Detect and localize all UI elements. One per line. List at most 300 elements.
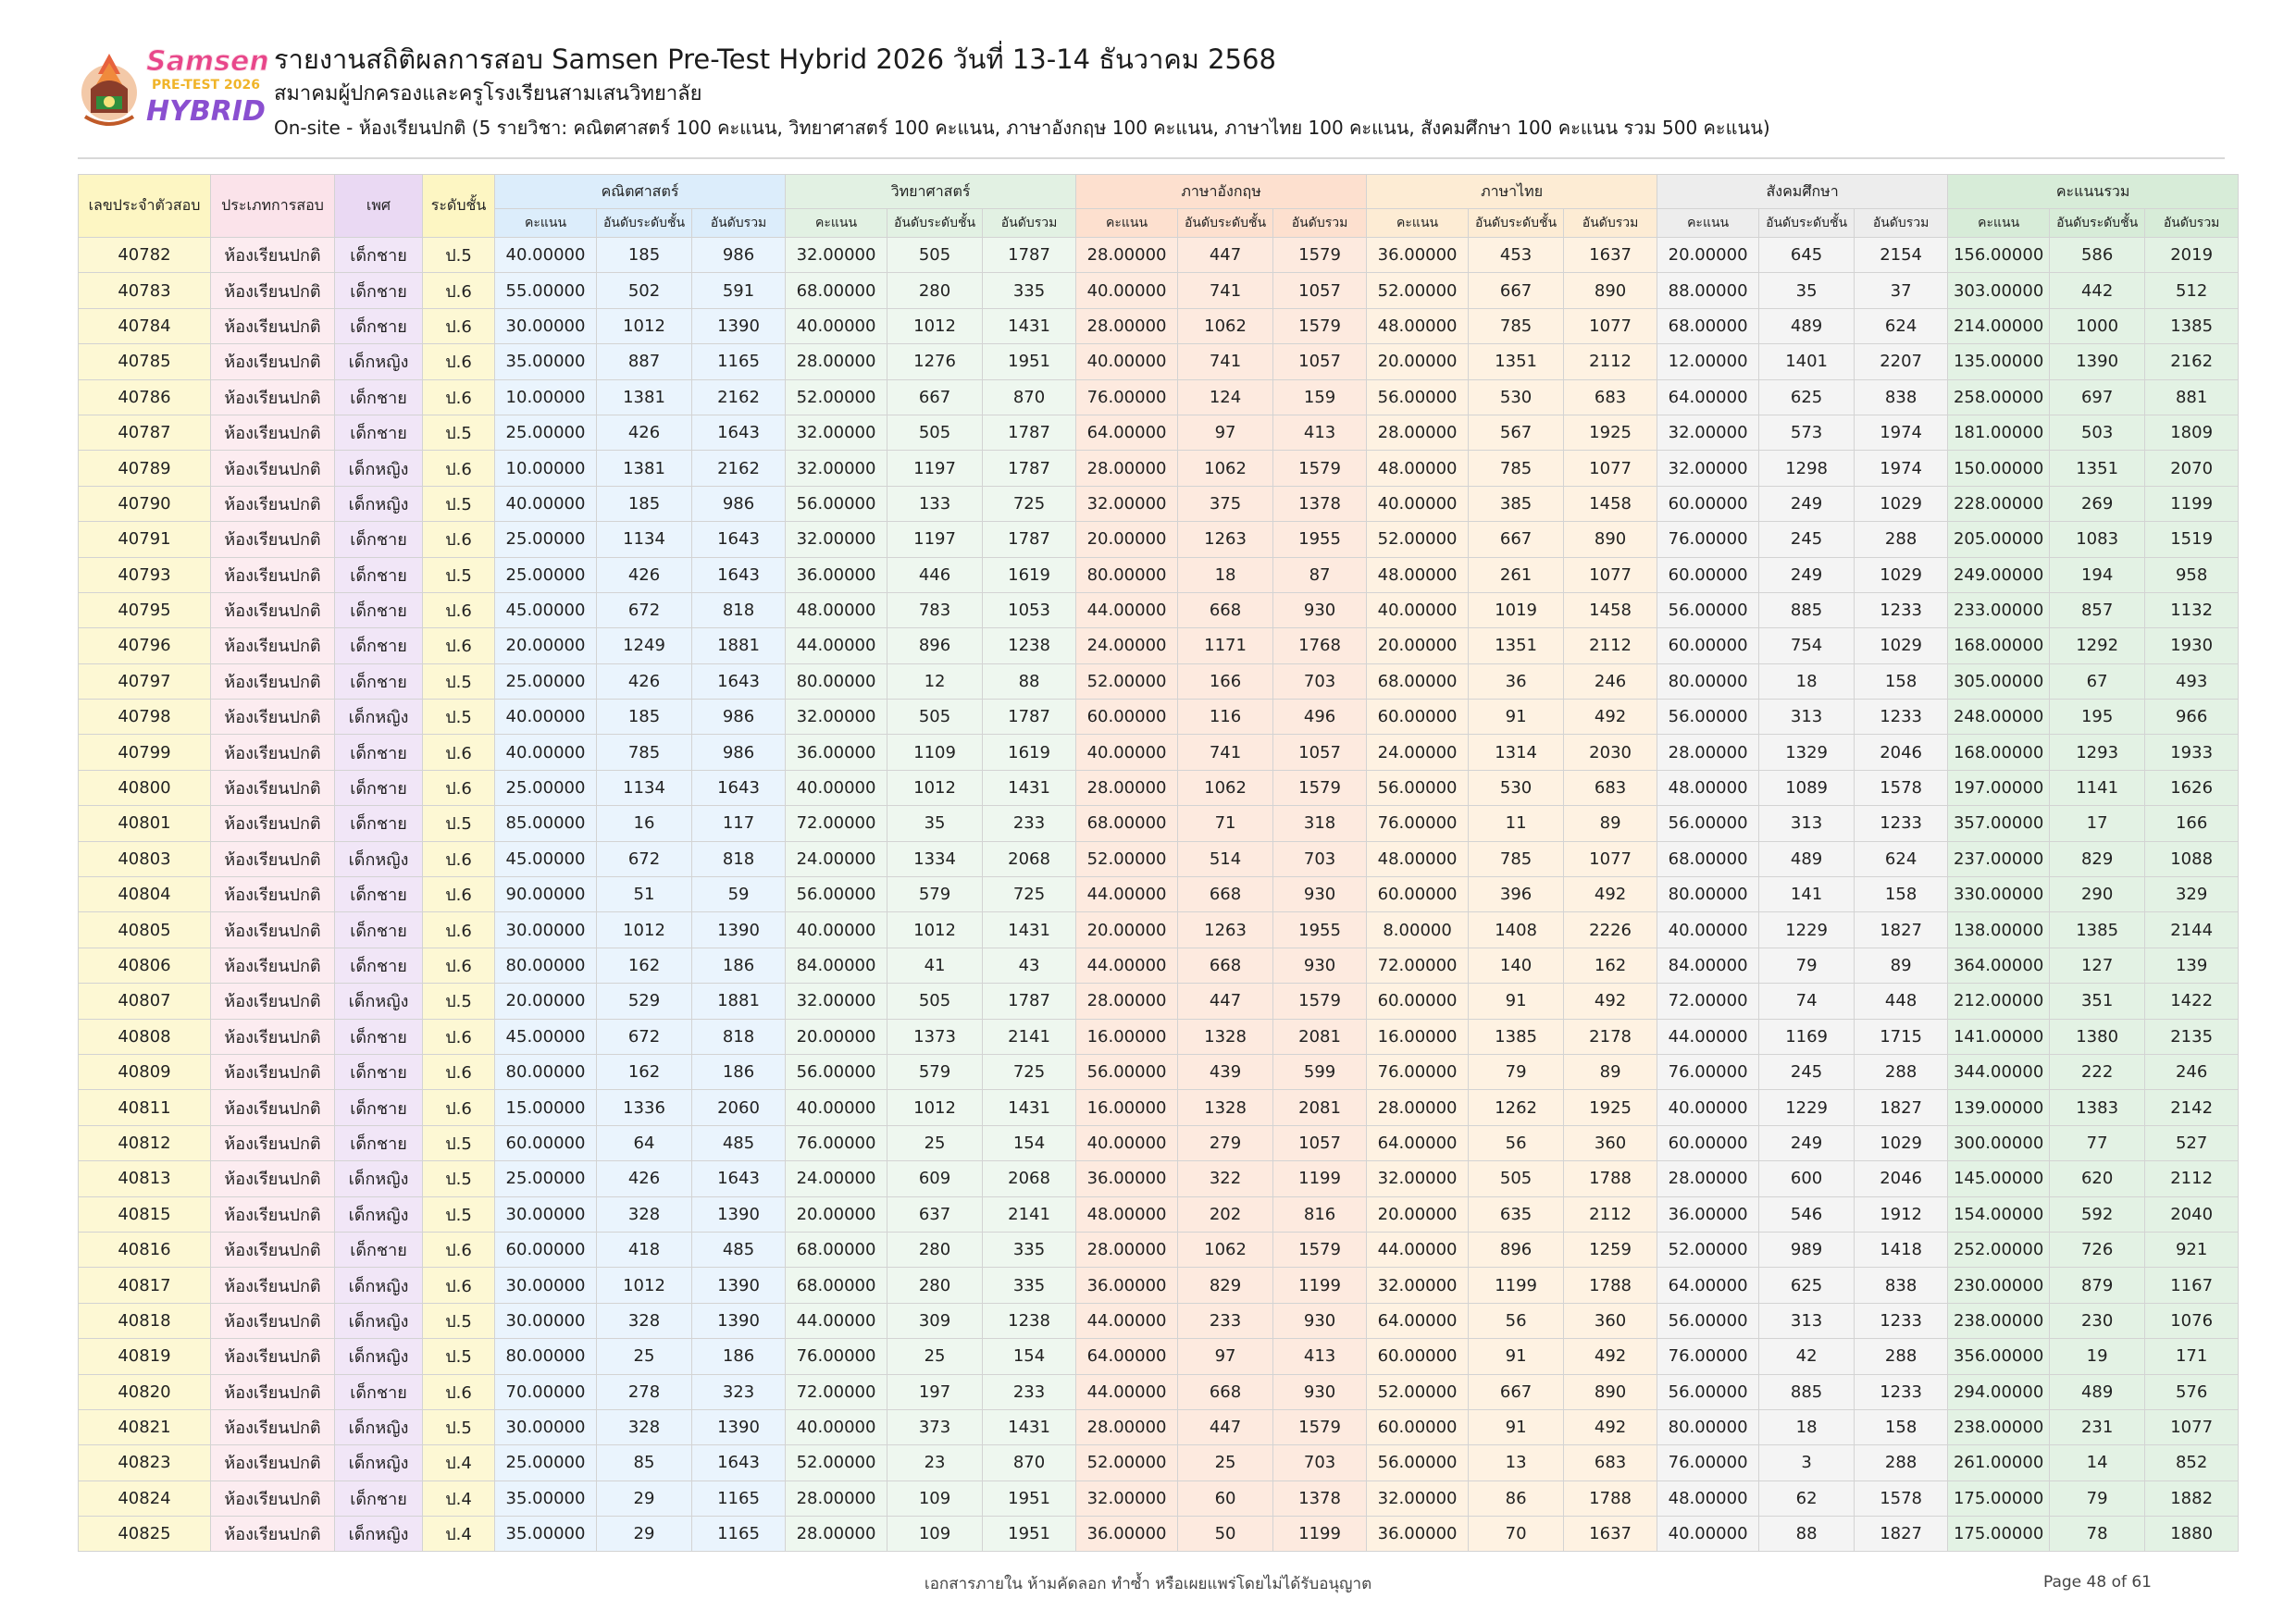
cell-math-score: 80.00000 bbox=[495, 1339, 597, 1374]
cell-english-score: 16.00000 bbox=[1076, 1019, 1178, 1054]
cell-english-score: 60.00000 bbox=[1076, 700, 1178, 735]
svg-text:HYBRID: HYBRID bbox=[146, 95, 266, 128]
cell-science-rank-all: 1431 bbox=[983, 912, 1076, 948]
cell-science-score: 76.00000 bbox=[786, 1125, 887, 1160]
cell-math-rank-all: 1643 bbox=[692, 770, 786, 805]
cell-math-rank-all: 485 bbox=[692, 1125, 786, 1160]
cell-sex: เด็กหญิง bbox=[335, 486, 423, 521]
cell-thai-score: 68.00000 bbox=[1367, 663, 1469, 699]
cell-math-score: 35.00000 bbox=[495, 1481, 597, 1516]
cell-science-rank-level: 41 bbox=[887, 948, 983, 983]
cell-total-rank-all: 958 bbox=[2145, 557, 2239, 592]
col-header-id: เลขประจำตัวสอบ bbox=[79, 175, 211, 238]
cell-science-rank-level: 25 bbox=[887, 1339, 983, 1374]
cell-science-rank-level: 505 bbox=[887, 415, 983, 450]
cell-total-rank-all: 852 bbox=[2145, 1445, 2239, 1481]
cell-math-rank-level: 1381 bbox=[597, 451, 692, 486]
cell-science-rank-all: 870 bbox=[983, 1445, 1076, 1481]
table-row bbox=[79, 415, 2239, 450]
cell-total-rank-level: 78 bbox=[2050, 1517, 2145, 1552]
cell-english-rank-level: 439 bbox=[1178, 1054, 1273, 1089]
table-row bbox=[79, 1268, 2239, 1303]
cell-social-rank-all: 448 bbox=[1855, 984, 1948, 1019]
cell-exam-id: 40812 bbox=[79, 1125, 211, 1160]
cell-total-rank-all: 512 bbox=[2145, 273, 2239, 308]
cell-english-rank-level: 1062 bbox=[1178, 770, 1273, 805]
samsen-hybrid-logo-icon bbox=[78, 35, 269, 144]
cell-level: ป.6 bbox=[423, 1090, 495, 1125]
cell-social-score: 80.00000 bbox=[1657, 1409, 1759, 1444]
cell-social-rank-all: 1233 bbox=[1855, 592, 1948, 627]
table-row bbox=[79, 1161, 2239, 1196]
cell-social-score: 76.00000 bbox=[1657, 522, 1759, 557]
cell-social-rank-level: 1298 bbox=[1759, 451, 1855, 486]
cell-science-rank-level: 667 bbox=[887, 379, 983, 415]
cell-thai-rank-all: 1259 bbox=[1564, 1232, 1657, 1267]
cell-science-score: 56.00000 bbox=[786, 1054, 887, 1089]
cell-math-rank-all: 117 bbox=[692, 806, 786, 841]
cell-thai-rank-all: 1077 bbox=[1564, 841, 1657, 876]
cell-english-score: 48.00000 bbox=[1076, 1196, 1178, 1232]
cell-social-rank-all: 1912 bbox=[1855, 1196, 1948, 1232]
cell-science-score: 24.00000 bbox=[786, 841, 887, 876]
subheader-english-score: คะแนน bbox=[1076, 209, 1178, 238]
cell-total-rank-all: 1076 bbox=[2145, 1303, 2239, 1338]
cell-math-rank-all: 485 bbox=[692, 1232, 786, 1267]
cell-science-rank-all: 1787 bbox=[983, 415, 1076, 450]
cell-total-score: 214.00000 bbox=[1948, 308, 2050, 343]
cell-science-rank-all: 154 bbox=[983, 1125, 1076, 1160]
cell-exam-type: ห้องเรียนปกติ bbox=[211, 1445, 335, 1481]
cell-total-score: 139.00000 bbox=[1948, 1090, 2050, 1125]
cell-exam-id: 40796 bbox=[79, 628, 211, 663]
cell-total-score: 252.00000 bbox=[1948, 1232, 2050, 1267]
cell-total-rank-all: 2070 bbox=[2145, 451, 2239, 486]
cell-science-rank-level: 1012 bbox=[887, 770, 983, 805]
cell-total-rank-level: 79 bbox=[2050, 1481, 2145, 1516]
cell-thai-rank-level: 91 bbox=[1469, 1339, 1564, 1374]
cell-total-rank-all: 921 bbox=[2145, 1232, 2239, 1267]
cell-total-score: 261.00000 bbox=[1948, 1445, 2050, 1481]
cell-english-score: 40.00000 bbox=[1076, 1125, 1178, 1160]
cell-level: ป.6 bbox=[423, 522, 495, 557]
cell-science-rank-level: 1334 bbox=[887, 841, 983, 876]
cell-math-score: 25.00000 bbox=[495, 770, 597, 805]
cell-english-score: 28.00000 bbox=[1076, 238, 1178, 273]
table-row bbox=[79, 522, 2239, 557]
cell-science-rank-level: 446 bbox=[887, 557, 983, 592]
cell-social-rank-all: 1418 bbox=[1855, 1232, 1948, 1267]
cell-social-rank-level: 573 bbox=[1759, 415, 1855, 450]
cell-math-rank-level: 426 bbox=[597, 415, 692, 450]
cell-sex: เด็กชาย bbox=[335, 1481, 423, 1516]
cell-total-rank-level: 17 bbox=[2050, 806, 2145, 841]
cell-math-score: 30.00000 bbox=[495, 1303, 597, 1338]
cell-thai-rank-all: 2112 bbox=[1564, 1196, 1657, 1232]
cell-thai-rank-level: 1351 bbox=[1469, 628, 1564, 663]
cell-english-rank-all: 1378 bbox=[1273, 1481, 1367, 1516]
cell-social-score: 56.00000 bbox=[1657, 592, 1759, 627]
cell-math-rank-all: 1643 bbox=[692, 663, 786, 699]
cell-science-rank-level: 579 bbox=[887, 1054, 983, 1089]
cell-social-score: 44.00000 bbox=[1657, 1019, 1759, 1054]
cell-social-score: 76.00000 bbox=[1657, 1339, 1759, 1374]
cell-thai-rank-level: 91 bbox=[1469, 700, 1564, 735]
cell-social-rank-all: 2154 bbox=[1855, 238, 1948, 273]
table-row bbox=[79, 948, 2239, 983]
cell-math-score: 80.00000 bbox=[495, 948, 597, 983]
cell-total-rank-all: 166 bbox=[2145, 806, 2239, 841]
cell-sex: เด็กหญิง bbox=[335, 1196, 423, 1232]
report-description: On-site - ห้องเรียนปกติ (5 รายวิชา: คณิตศาสตร์ 100 คะแนน, วิทยาศาสตร์ 100 คะแนน, ภาษาอังกฤษ 100 คะแนน, ภาษาไทย 100 คะแนน, สังคมศึกษา 100 คะแนน รวม 500 คะแนน) bbox=[274, 117, 1770, 139]
cell-social-rank-level: 18 bbox=[1759, 663, 1855, 699]
cell-math-score: 25.00000 bbox=[495, 663, 597, 699]
cell-math-rank-all: 186 bbox=[692, 1054, 786, 1089]
cell-math-rank-all: 1643 bbox=[692, 1445, 786, 1481]
cell-thai-rank-level: 530 bbox=[1469, 379, 1564, 415]
table-row bbox=[79, 877, 2239, 912]
table-row bbox=[79, 238, 2239, 273]
cell-total-score: 230.00000 bbox=[1948, 1268, 2050, 1303]
cell-level: ป.6 bbox=[423, 912, 495, 948]
table-row bbox=[79, 1303, 2239, 1338]
cell-science-rank-level: 12 bbox=[887, 663, 983, 699]
cell-english-rank-level: 97 bbox=[1178, 415, 1273, 450]
cell-total-score: 197.00000 bbox=[1948, 770, 2050, 805]
cell-social-rank-level: 885 bbox=[1759, 1374, 1855, 1409]
cell-thai-score: 64.00000 bbox=[1367, 1303, 1469, 1338]
cell-social-score: 36.00000 bbox=[1657, 1196, 1759, 1232]
cell-math-rank-level: 328 bbox=[597, 1409, 692, 1444]
cell-math-score: 30.00000 bbox=[495, 912, 597, 948]
cell-math-score: 10.00000 bbox=[495, 451, 597, 486]
cell-social-score: 60.00000 bbox=[1657, 1125, 1759, 1160]
cell-english-rank-all: 1955 bbox=[1273, 522, 1367, 557]
cell-total-score: 156.00000 bbox=[1948, 238, 2050, 273]
cell-english-score: 40.00000 bbox=[1076, 344, 1178, 379]
table-row bbox=[79, 1090, 2239, 1125]
col-header-english: ภาษาอังกฤษ bbox=[1076, 175, 1367, 209]
cell-science-rank-level: 1012 bbox=[887, 308, 983, 343]
cell-science-score: 76.00000 bbox=[786, 1339, 887, 1374]
cell-total-rank-level: 1141 bbox=[2050, 770, 2145, 805]
cell-science-rank-level: 280 bbox=[887, 1232, 983, 1267]
cell-social-rank-level: 141 bbox=[1759, 877, 1855, 912]
cell-level: ป.6 bbox=[423, 344, 495, 379]
cell-thai-rank-all: 1788 bbox=[1564, 1481, 1657, 1516]
cell-total-rank-level: 489 bbox=[2050, 1374, 2145, 1409]
subheader-total-score: คะแนน bbox=[1948, 209, 2050, 238]
cell-level: ป.4 bbox=[423, 1481, 495, 1516]
cell-sex: เด็กหญิง bbox=[335, 700, 423, 735]
cell-english-rank-level: 60 bbox=[1178, 1481, 1273, 1516]
cell-math-rank-all: 1165 bbox=[692, 344, 786, 379]
cell-total-rank-level: 77 bbox=[2050, 1125, 2145, 1160]
cell-thai-rank-level: 385 bbox=[1469, 486, 1564, 521]
report-title: รายงานสถิติผลการสอบ Samsen Pre-Test Hybrid 2026 วันที่ 13-14 ธันวาคม 2568 bbox=[274, 43, 1276, 75]
cell-math-rank-all: 1165 bbox=[692, 1481, 786, 1516]
cell-exam-type: ห้องเรียนปกติ bbox=[211, 841, 335, 876]
cell-sex: เด็กชาย bbox=[335, 877, 423, 912]
cell-level: ป.6 bbox=[423, 877, 495, 912]
cell-social-rank-all: 1029 bbox=[1855, 486, 1948, 521]
cell-english-rank-level: 1263 bbox=[1178, 522, 1273, 557]
cell-english-rank-level: 124 bbox=[1178, 379, 1273, 415]
cell-english-rank-level: 322 bbox=[1178, 1161, 1273, 1196]
cell-thai-rank-all: 1077 bbox=[1564, 451, 1657, 486]
cell-english-score: 80.00000 bbox=[1076, 557, 1178, 592]
cell-science-rank-level: 109 bbox=[887, 1517, 983, 1552]
cell-exam-type: ห้องเรียนปกติ bbox=[211, 379, 335, 415]
cell-science-rank-all: 1787 bbox=[983, 984, 1076, 1019]
cell-total-score: 356.00000 bbox=[1948, 1339, 2050, 1374]
cell-exam-id: 40782 bbox=[79, 238, 211, 273]
cell-social-rank-all: 158 bbox=[1855, 1409, 1948, 1444]
cell-exam-type: ห้องเรียนปกติ bbox=[211, 700, 335, 735]
cell-thai-rank-level: 36 bbox=[1469, 663, 1564, 699]
cell-exam-type: ห้องเรียนปกติ bbox=[211, 522, 335, 557]
cell-english-rank-all: 413 bbox=[1273, 1339, 1367, 1374]
cell-math-rank-level: 418 bbox=[597, 1232, 692, 1267]
cell-science-rank-level: 505 bbox=[887, 700, 983, 735]
cell-social-rank-level: 489 bbox=[1759, 308, 1855, 343]
cell-english-score: 44.00000 bbox=[1076, 877, 1178, 912]
cell-thai-score: 48.00000 bbox=[1367, 451, 1469, 486]
table-row bbox=[79, 486, 2239, 521]
cell-social-rank-level: 1229 bbox=[1759, 1090, 1855, 1125]
cell-thai-score: 52.00000 bbox=[1367, 1374, 1469, 1409]
cell-social-rank-all: 624 bbox=[1855, 308, 1948, 343]
cell-total-rank-all: 493 bbox=[2145, 663, 2239, 699]
cell-social-score: 60.00000 bbox=[1657, 486, 1759, 521]
cell-social-score: 88.00000 bbox=[1657, 273, 1759, 308]
cell-social-rank-all: 624 bbox=[1855, 841, 1948, 876]
cell-thai-rank-all: 683 bbox=[1564, 1445, 1657, 1481]
footer-note: เอกสารภายใน ห้ามคัดลอก ทำซ้ำ หรือเผยแพร่โดยไม่ได้รับอนุญาต bbox=[924, 1575, 1372, 1593]
cell-math-score: 10.00000 bbox=[495, 379, 597, 415]
cell-science-rank-all: 335 bbox=[983, 273, 1076, 308]
cell-science-score: 68.00000 bbox=[786, 273, 887, 308]
table-row bbox=[79, 1196, 2239, 1232]
cell-thai-rank-level: 56 bbox=[1469, 1125, 1564, 1160]
cell-science-score: 36.00000 bbox=[786, 735, 887, 770]
cell-science-score: 40.00000 bbox=[786, 308, 887, 343]
cell-exam-type: ห้องเรียนปกติ bbox=[211, 344, 335, 379]
cell-science-rank-level: 579 bbox=[887, 877, 983, 912]
subheader-english-rank-level: อันดับระดับชั้น bbox=[1178, 209, 1273, 238]
cell-thai-score: 56.00000 bbox=[1367, 1445, 1469, 1481]
cell-english-rank-all: 2081 bbox=[1273, 1019, 1367, 1054]
cell-total-score: 357.00000 bbox=[1948, 806, 2050, 841]
cell-english-score: 40.00000 bbox=[1076, 273, 1178, 308]
cell-english-score: 52.00000 bbox=[1076, 841, 1178, 876]
cell-english-rank-level: 447 bbox=[1178, 984, 1273, 1019]
cell-english-rank-all: 1768 bbox=[1273, 628, 1367, 663]
col-header-sex: เพศ bbox=[335, 175, 423, 238]
cell-english-rank-all: 1057 bbox=[1273, 735, 1367, 770]
table-row bbox=[79, 592, 2239, 627]
cell-thai-rank-all: 1788 bbox=[1564, 1268, 1657, 1303]
cell-math-rank-all: 2060 bbox=[692, 1090, 786, 1125]
cell-sex: เด็กชาย bbox=[335, 1090, 423, 1125]
cell-thai-rank-level: 453 bbox=[1469, 238, 1564, 273]
cell-level: ป.6 bbox=[423, 1019, 495, 1054]
cell-math-rank-all: 1643 bbox=[692, 1161, 786, 1196]
cell-english-rank-level: 71 bbox=[1178, 806, 1273, 841]
cell-thai-rank-level: 785 bbox=[1469, 841, 1564, 876]
cell-english-rank-all: 930 bbox=[1273, 877, 1367, 912]
cell-english-rank-all: 159 bbox=[1273, 379, 1367, 415]
cell-thai-rank-level: 396 bbox=[1469, 877, 1564, 912]
cell-total-score: 141.00000 bbox=[1948, 1019, 2050, 1054]
cell-english-rank-all: 703 bbox=[1273, 841, 1367, 876]
subheader-total-rank-level: อันดับระดับชั้น bbox=[2050, 209, 2145, 238]
cell-sex: เด็กหญิง bbox=[335, 1409, 423, 1444]
cell-thai-score: 60.00000 bbox=[1367, 1339, 1469, 1374]
subheader-social-score: คะแนน bbox=[1657, 209, 1759, 238]
table-row bbox=[79, 984, 2239, 1019]
cell-science-score: 72.00000 bbox=[786, 806, 887, 841]
cell-thai-rank-level: 505 bbox=[1469, 1161, 1564, 1196]
cell-math-rank-level: 426 bbox=[597, 663, 692, 699]
cell-exam-id: 40818 bbox=[79, 1303, 211, 1338]
cell-math-score: 25.00000 bbox=[495, 557, 597, 592]
cell-english-rank-level: 1062 bbox=[1178, 1232, 1273, 1267]
subheader-science-rank-level: อันดับระดับชั้น bbox=[887, 209, 983, 238]
cell-total-score: 344.00000 bbox=[1948, 1054, 2050, 1089]
cell-total-rank-all: 1933 bbox=[2145, 735, 2239, 770]
cell-math-score: 20.00000 bbox=[495, 984, 597, 1019]
cell-thai-score: 76.00000 bbox=[1367, 806, 1469, 841]
cell-thai-rank-level: 667 bbox=[1469, 273, 1564, 308]
cell-sex: เด็กหญิง bbox=[335, 1161, 423, 1196]
cell-science-rank-level: 35 bbox=[887, 806, 983, 841]
cell-exam-type: ห้องเรียนปกติ bbox=[211, 735, 335, 770]
cell-exam-id: 40811 bbox=[79, 1090, 211, 1125]
cell-social-rank-level: 249 bbox=[1759, 486, 1855, 521]
cell-sex: เด็กชาย bbox=[335, 1054, 423, 1089]
cell-social-rank-all: 158 bbox=[1855, 663, 1948, 699]
cell-total-rank-all: 527 bbox=[2145, 1125, 2239, 1160]
cell-thai-rank-all: 360 bbox=[1564, 1303, 1657, 1338]
cell-thai-rank-all: 1077 bbox=[1564, 308, 1657, 343]
cell-science-rank-all: 870 bbox=[983, 379, 1076, 415]
cell-thai-rank-all: 683 bbox=[1564, 379, 1657, 415]
cell-thai-rank-level: 1199 bbox=[1469, 1268, 1564, 1303]
cell-math-score: 25.00000 bbox=[495, 1161, 597, 1196]
cell-level: ป.5 bbox=[423, 1303, 495, 1338]
cell-exam-type: ห้องเรียนปกติ bbox=[211, 1409, 335, 1444]
cell-english-rank-all: 930 bbox=[1273, 592, 1367, 627]
cell-social-rank-level: 1169 bbox=[1759, 1019, 1855, 1054]
cell-social-score: 60.00000 bbox=[1657, 628, 1759, 663]
cell-math-rank-level: 672 bbox=[597, 841, 692, 876]
table-row bbox=[79, 1374, 2239, 1409]
cell-science-rank-level: 25 bbox=[887, 1125, 983, 1160]
cell-science-rank-level: 783 bbox=[887, 592, 983, 627]
cell-math-rank-all: 1390 bbox=[692, 912, 786, 948]
cell-total-score: 181.00000 bbox=[1948, 415, 2050, 450]
cell-sex: เด็กหญิง bbox=[335, 344, 423, 379]
cell-science-rank-level: 1012 bbox=[887, 912, 983, 948]
cell-science-score: 44.00000 bbox=[786, 628, 887, 663]
cell-thai-rank-all: 1637 bbox=[1564, 238, 1657, 273]
cell-total-rank-all: 1088 bbox=[2145, 841, 2239, 876]
cell-science-rank-all: 1238 bbox=[983, 628, 1076, 663]
cell-science-rank-all: 1787 bbox=[983, 522, 1076, 557]
cell-total-rank-all: 1199 bbox=[2145, 486, 2239, 521]
cell-exam-type: ห้องเรียนปกติ bbox=[211, 1517, 335, 1552]
cell-total-score: 168.00000 bbox=[1948, 735, 2050, 770]
cell-math-score: 40.00000 bbox=[495, 486, 597, 521]
cell-thai-score: 48.00000 bbox=[1367, 841, 1469, 876]
cell-math-rank-all: 986 bbox=[692, 486, 786, 521]
cell-english-rank-all: 816 bbox=[1273, 1196, 1367, 1232]
cell-math-rank-all: 1165 bbox=[692, 1517, 786, 1552]
cell-science-rank-level: 1197 bbox=[887, 522, 983, 557]
cell-social-rank-level: 249 bbox=[1759, 1125, 1855, 1160]
cell-thai-score: 76.00000 bbox=[1367, 1054, 1469, 1089]
cell-english-score: 52.00000 bbox=[1076, 1445, 1178, 1481]
cell-total-rank-level: 442 bbox=[2050, 273, 2145, 308]
cell-sex: เด็กชาย bbox=[335, 592, 423, 627]
cell-thai-rank-all: 89 bbox=[1564, 1054, 1657, 1089]
cell-math-score: 90.00000 bbox=[495, 877, 597, 912]
cell-social-score: 84.00000 bbox=[1657, 948, 1759, 983]
cell-science-rank-level: 373 bbox=[887, 1409, 983, 1444]
cell-exam-id: 40783 bbox=[79, 273, 211, 308]
cell-math-rank-level: 185 bbox=[597, 700, 692, 735]
subheader-math-score: คะแนน bbox=[495, 209, 597, 238]
cell-total-rank-level: 697 bbox=[2050, 379, 2145, 415]
cell-science-rank-all: 233 bbox=[983, 1374, 1076, 1409]
cell-sex: เด็กชาย bbox=[335, 557, 423, 592]
cell-total-rank-level: 586 bbox=[2050, 238, 2145, 273]
cell-total-rank-all: 1077 bbox=[2145, 1409, 2239, 1444]
subheader-social-rank-all: อันดับรวม bbox=[1855, 209, 1948, 238]
cell-social-rank-all: 288 bbox=[1855, 522, 1948, 557]
cell-social-rank-all: 2046 bbox=[1855, 735, 1948, 770]
cell-social-rank-all: 1029 bbox=[1855, 1125, 1948, 1160]
cell-sex: เด็กชาย bbox=[335, 1374, 423, 1409]
cell-math-score: 70.00000 bbox=[495, 1374, 597, 1409]
cell-math-rank-all: 1643 bbox=[692, 557, 786, 592]
cell-social-score: 80.00000 bbox=[1657, 877, 1759, 912]
header-divider bbox=[78, 157, 2225, 159]
cell-level: ป.6 bbox=[423, 1054, 495, 1089]
cell-english-rank-level: 668 bbox=[1178, 1374, 1273, 1409]
cell-thai-rank-level: 86 bbox=[1469, 1481, 1564, 1516]
cell-social-rank-level: 754 bbox=[1759, 628, 1855, 663]
cell-social-rank-all: 288 bbox=[1855, 1339, 1948, 1374]
cell-total-rank-all: 1519 bbox=[2145, 522, 2239, 557]
cell-thai-score: 64.00000 bbox=[1367, 1125, 1469, 1160]
cell-thai-score: 60.00000 bbox=[1367, 984, 1469, 1019]
cell-total-rank-all: 1882 bbox=[2145, 1481, 2239, 1516]
cell-science-rank-level: 1012 bbox=[887, 1090, 983, 1125]
cell-english-score: 20.00000 bbox=[1076, 522, 1178, 557]
cell-thai-score: 52.00000 bbox=[1367, 273, 1469, 308]
cell-social-rank-all: 288 bbox=[1855, 1445, 1948, 1481]
cell-thai-rank-all: 1077 bbox=[1564, 557, 1657, 592]
cell-exam-id: 40823 bbox=[79, 1445, 211, 1481]
cell-level: ป.6 bbox=[423, 379, 495, 415]
cell-science-score: 40.00000 bbox=[786, 1409, 887, 1444]
cell-total-rank-all: 1626 bbox=[2145, 770, 2239, 805]
cell-english-rank-level: 116 bbox=[1178, 700, 1273, 735]
cell-english-score: 44.00000 bbox=[1076, 948, 1178, 983]
cell-level: ป.6 bbox=[423, 628, 495, 663]
